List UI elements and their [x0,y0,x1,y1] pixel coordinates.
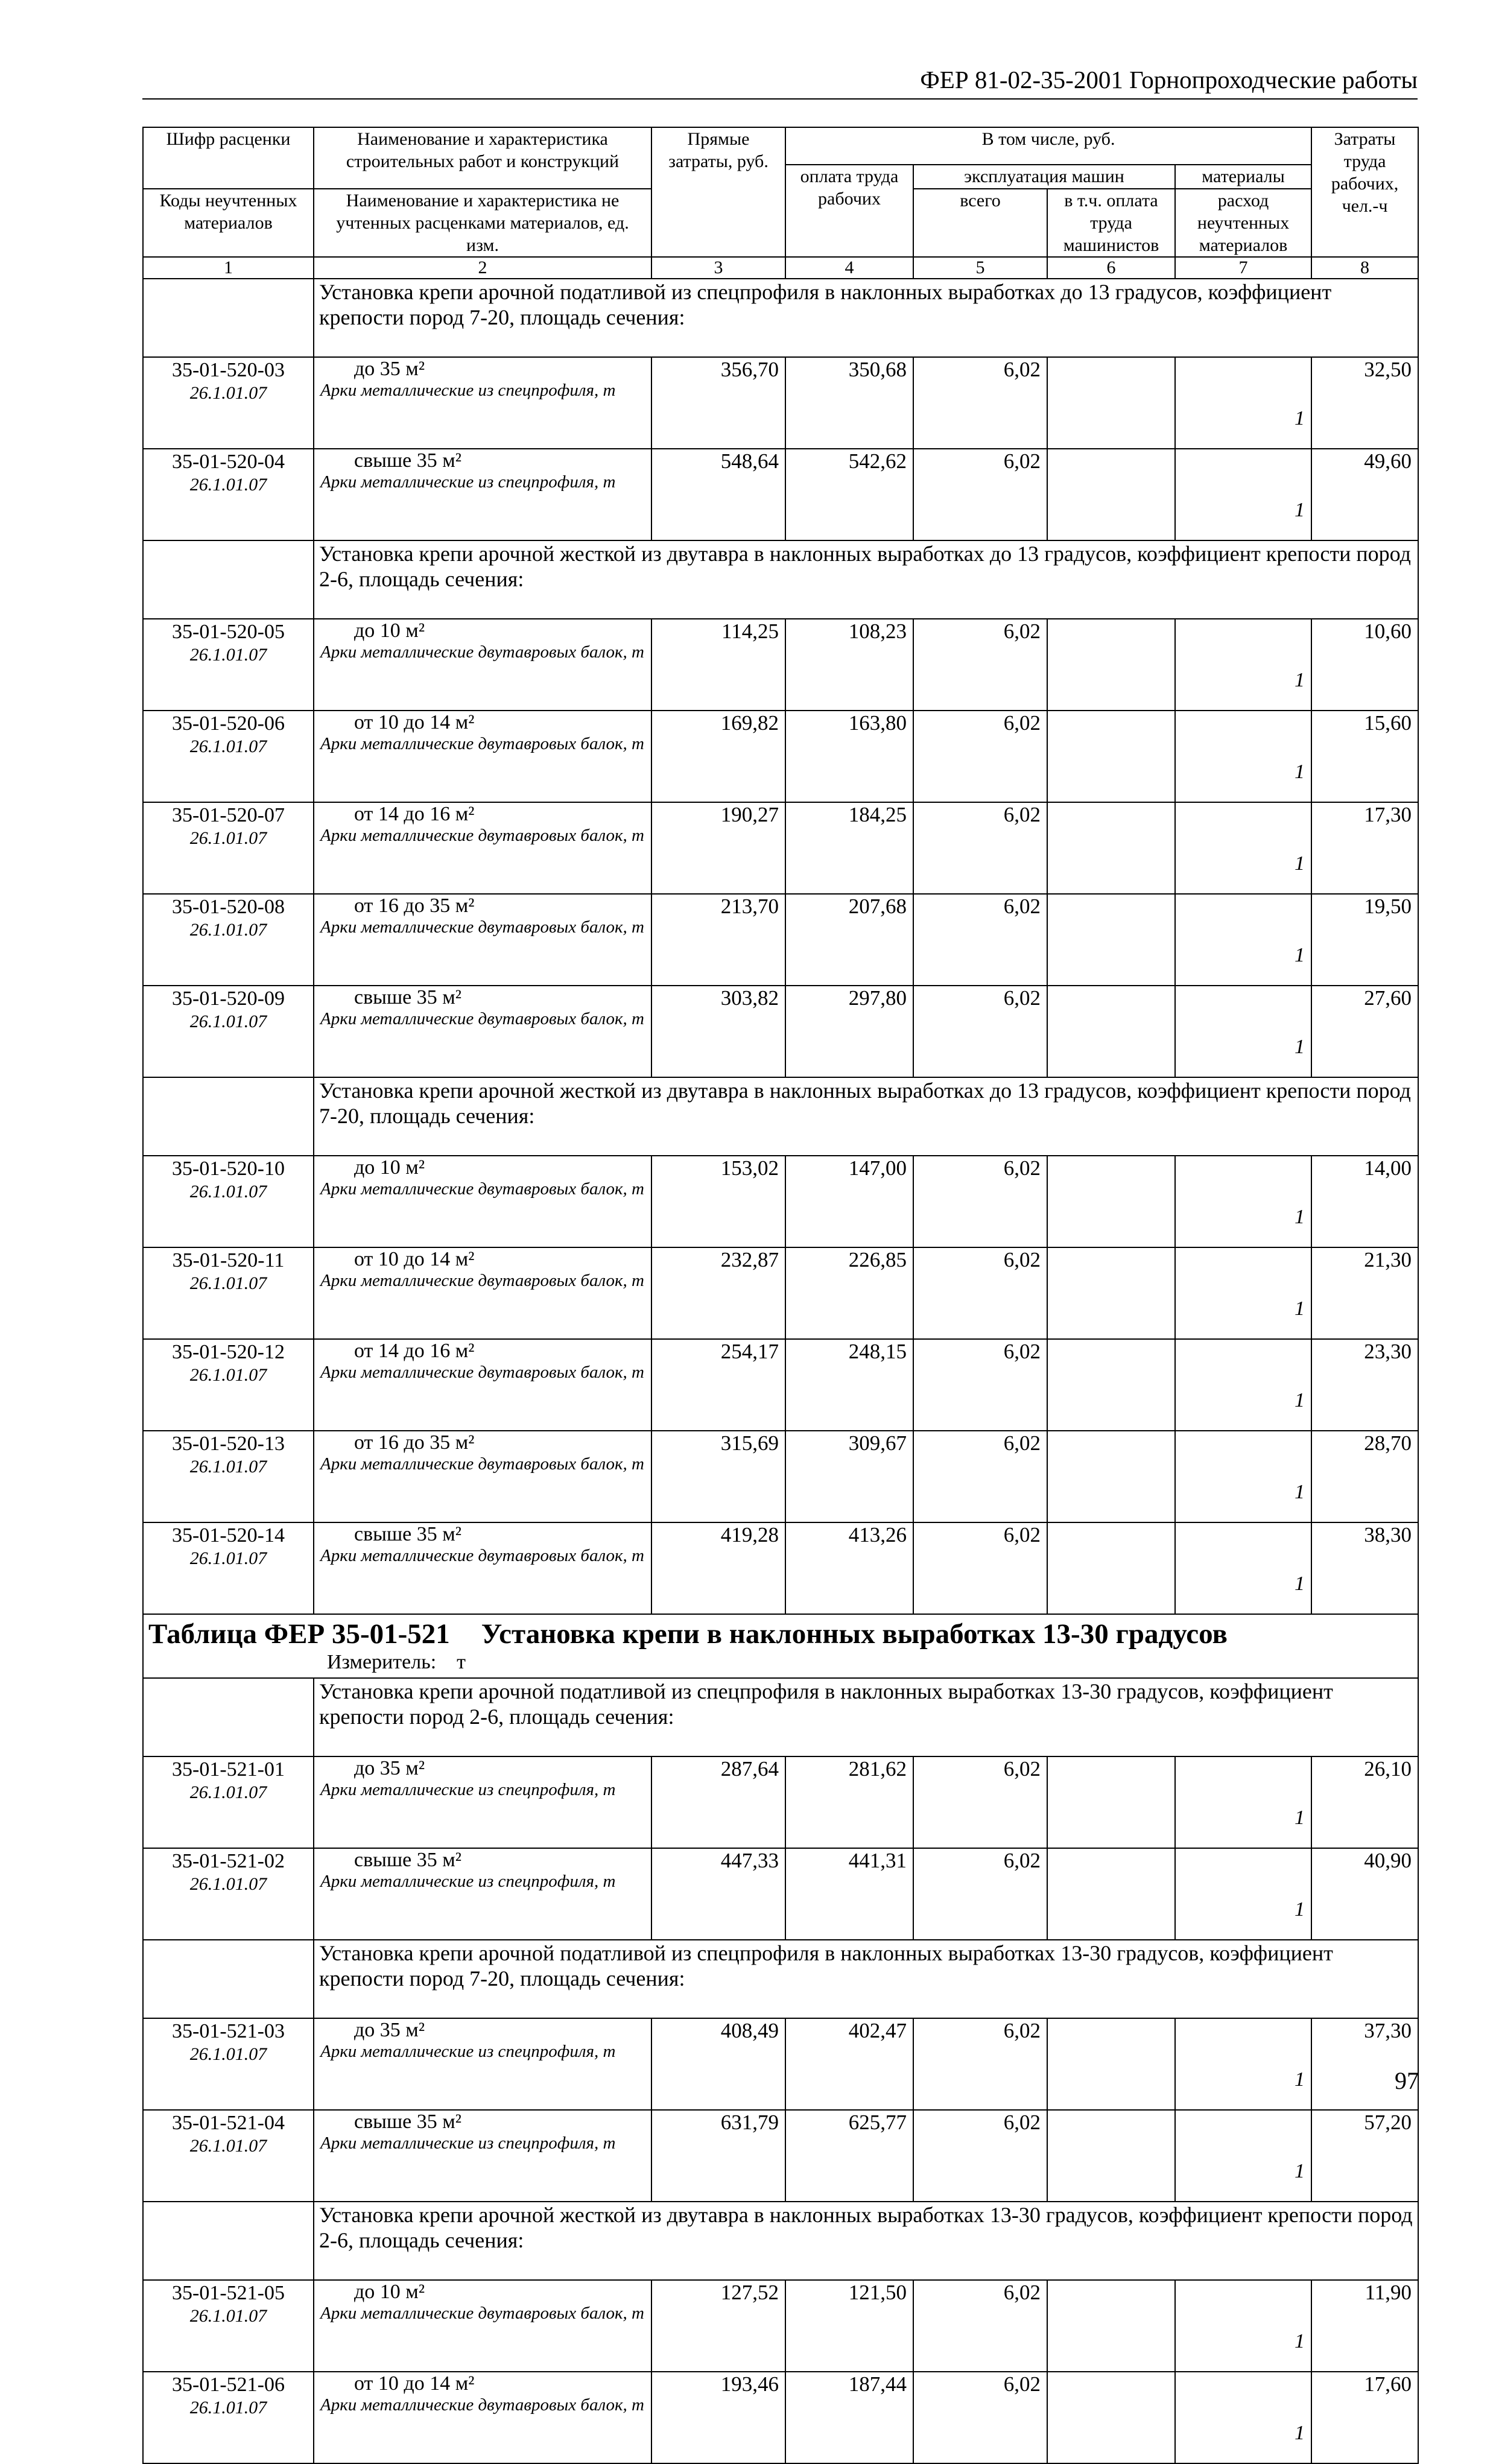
rate-name: от 14 до 16 м² [354,1340,475,1362]
material-name: Арки металлические двутавровых балок, т [320,1009,644,1028]
page-number: 97 [1395,2067,1419,2094]
direct-cost: 419,28 [651,1522,785,1614]
rate-name-cell [314,894,651,986]
machines-cost: 6,02 [913,2372,1047,2463]
rate-name: до 10 м² [354,2281,425,2303]
rate-name: до 35 м² [354,358,425,380]
material-name: Арки металлические двутавровых балок, т [320,826,644,845]
rate-code-cell [143,802,314,894]
rate-row [143,449,1418,540]
labor-pay: 163,80 [785,711,913,802]
rate-row [143,711,1418,802]
col-including-header: В том числе, руб. [785,127,1311,165]
rate-name-cell [314,1156,651,1247]
group-title: Установка крепи арочной податливой из спецпрофиля в наклонных выработках 13-30 градусов, коэффициент крепости пород 2-6, площадь сечения: [314,1678,1418,1756]
col-materials-consumption-header: расход неучтенных материалов [1175,189,1311,257]
rate-row [143,1156,1418,1247]
rate-name-cell [314,2110,651,2202]
direct-cost: 127,52 [651,2280,785,2372]
direct-cost: 303,82 [651,986,785,1077]
material-consumption: 1 [1175,802,1311,894]
labor-pay: 625,77 [785,2110,913,2202]
rate-row [143,2110,1418,2202]
material-consumption: 1 [1175,894,1311,986]
direct-cost: 232,87 [651,1247,785,1339]
material-code: 26.1.01.07 [189,2136,267,2156]
material-code: 26.1.01.07 [189,920,267,940]
rate-name-cell [314,449,651,540]
rate-name: свыше 35 м² [354,1849,461,1871]
column-number: 3 [651,257,785,279]
material-consumption: 1 [1175,2018,1311,2110]
column-number: 5 [913,257,1047,279]
labor-pay: 542,62 [785,449,913,540]
material-consumption: 1 [1175,1156,1311,1247]
labor-hours: 23,30 [1311,1339,1418,1431]
material-name: Арки металлические двутавровых балок, т [320,1179,644,1199]
rate-name: до 35 м² [354,1757,425,1779]
col-code-header: Шифр расценки [143,127,314,189]
rate-name-cell [314,1431,651,1522]
material-code: 26.1.01.07 [189,2306,267,2326]
direct-cost: 169,82 [651,711,785,802]
column-number: 2 [314,257,651,279]
rate-name-cell [314,619,651,711]
rate-code-cell [143,2110,314,2202]
group-code-cell [143,1077,314,1156]
machines-cost: 6,02 [913,1156,1047,1247]
rates-table [142,127,1419,2464]
material-consumption: 1 [1175,2372,1311,2463]
material-code: 26.1.01.07 [189,736,267,756]
machines-cost: 6,02 [913,2018,1047,2110]
group-title: Установка крепи арочной жесткой из двутавра в наклонных выработках до 13 градусов, коэффициент крепости пород 2-6, площадь сечения: [314,540,1418,619]
col-labor-hours-header: Затраты труда рабочих, чел.-ч [1311,127,1418,257]
machinists-pay [1047,2110,1175,2202]
material-code: 26.1.01.07 [189,645,267,665]
labor-pay: 402,47 [785,2018,913,2110]
rate-row [143,2280,1418,2372]
rate-row [143,802,1418,894]
group-row [143,1077,1418,1156]
labor-pay: 297,80 [785,986,913,1077]
material-name: Арки металлические двутавровых балок, т [320,2304,644,2323]
rate-code: 35-01-521-03 [172,2020,285,2042]
labor-hours: 57,20 [1311,2110,1418,2202]
labor-pay: 207,68 [785,894,913,986]
rate-code-cell [143,986,314,1077]
column-number: 8 [1311,257,1418,279]
labor-hours: 27,60 [1311,986,1418,1077]
material-consumption: 1 [1175,1339,1311,1431]
labor-pay: 187,44 [785,2372,913,2463]
rate-code: 35-01-521-06 [172,2374,285,2396]
material-consumption: 1 [1175,986,1311,1077]
col-machines-total-header: всего [913,189,1047,257]
rate-code: 35-01-520-09 [172,987,285,1010]
material-consumption: 1 [1175,1848,1311,1940]
labor-pay: 413,26 [785,1522,913,1614]
material-code: 26.1.01.07 [189,475,267,495]
machines-cost: 6,02 [913,2110,1047,2202]
material-code: 26.1.01.07 [189,1874,267,1894]
rate-code-cell [143,619,314,711]
labor-hours: 38,30 [1311,1522,1418,1614]
machinists-pay [1047,802,1175,894]
machinists-pay [1047,2018,1175,2110]
rate-code: 35-01-520-03 [172,359,285,381]
material-code: 26.1.01.07 [189,1273,267,1293]
group-code-cell [143,1940,314,2018]
machinists-pay [1047,894,1175,986]
material-code: 26.1.01.07 [189,2398,267,2418]
col-machines-header: эксплуатация машин [913,165,1175,189]
material-code: 26.1.01.07 [189,1365,267,1385]
machines-cost: 6,02 [913,986,1047,1077]
direct-cost: 408,49 [651,2018,785,2110]
column-numbers-row [143,257,1418,279]
col-direct-header: Прямые затраты, руб. [651,127,785,257]
rate-code-cell [143,894,314,986]
material-name: Арки металлические двутавровых балок, т [320,2395,644,2415]
rate-code: 35-01-520-07 [172,804,285,826]
rate-name-cell [314,802,651,894]
rate-code-cell [143,1247,314,1339]
rate-name: от 16 до 35 м² [354,895,475,917]
rate-code-cell [143,1756,314,1848]
machines-cost: 6,02 [913,1756,1047,1848]
material-code: 26.1.01.07 [189,1782,267,1802]
rate-code-cell [143,2280,314,2372]
machinists-pay [1047,1431,1175,1522]
group-row [143,1940,1418,2018]
labor-hours: 17,30 [1311,802,1418,894]
material-name: Арки металлические двутавровых балок, т [320,734,644,753]
rate-row [143,1339,1418,1431]
table-title-cell [143,1614,1418,1678]
group-row [143,279,1418,357]
rate-name-cell [314,2372,651,2463]
direct-cost: 190,27 [651,802,785,894]
rate-code: 35-01-521-04 [172,2112,285,2134]
labor-hours: 26,10 [1311,1756,1418,1848]
rate-code-cell [143,1339,314,1431]
labor-pay: 281,62 [785,1756,913,1848]
machines-cost: 6,02 [913,1431,1047,1522]
direct-cost: 153,02 [651,1156,785,1247]
rate-name: от 10 до 14 м² [354,2372,475,2395]
labor-hours: 19,50 [1311,894,1418,986]
labor-hours: 28,70 [1311,1431,1418,1522]
rate-code: 35-01-520-05 [172,621,285,643]
rate-row [143,2018,1418,2110]
direct-cost: 254,17 [651,1339,785,1431]
rate-name: от 10 до 14 м² [354,711,475,733]
rate-name: от 16 до 35 м² [354,1431,475,1454]
material-code: 26.1.01.07 [189,383,267,403]
direct-cost: 631,79 [651,2110,785,2202]
rate-name-cell [314,1756,651,1848]
rate-code: 35-01-520-06 [172,712,285,735]
group-title: Установка крепи арочной податливой из спецпрофиля в наклонных выработках 13-30 градусов, коэффициент крепости пород 7-20, площадь сечения: [314,1940,1418,2018]
rate-code: 35-01-520-13 [172,1433,285,1455]
table-number: Таблица ФЕР 35-01-521 [148,1618,450,1650]
rates-body [143,257,1418,2463]
material-consumption: 1 [1175,1431,1311,1522]
rate-name: от 14 до 16 м² [354,803,475,825]
rate-code-cell [143,1431,314,1522]
labor-pay: 350,68 [785,357,913,449]
column-number: 6 [1047,257,1175,279]
machines-cost: 6,02 [913,2280,1047,2372]
material-consumption: 1 [1175,619,1311,711]
machines-cost: 6,02 [913,1522,1047,1614]
labor-hours: 15,60 [1311,711,1418,802]
material-name: Арки металлические двутавровых балок, т [320,1454,644,1474]
machinists-pay [1047,1522,1175,1614]
rate-code-cell [143,2018,314,2110]
material-consumption: 1 [1175,2280,1311,2372]
machinists-pay [1047,357,1175,449]
direct-cost: 315,69 [651,1431,785,1522]
rate-code-cell [143,449,314,540]
rate-code-cell [143,711,314,802]
material-consumption: 1 [1175,2110,1311,2202]
labor-hours: 37,30 [1311,2018,1418,2110]
material-code: 26.1.01.07 [189,2044,267,2064]
rate-name-cell [314,711,651,802]
rate-row [143,986,1418,1077]
direct-cost: 287,64 [651,1756,785,1848]
machines-cost: 6,02 [913,711,1047,802]
rate-name: свыше 35 м² [354,449,461,472]
material-consumption: 1 [1175,1247,1311,1339]
rate-name: до 10 м² [354,1156,425,1179]
material-name: Арки металлические из спецпрофиля, т [320,2042,616,2061]
labor-pay: 226,85 [785,1247,913,1339]
direct-cost: 114,25 [651,619,785,711]
machinists-pay [1047,1156,1175,1247]
machinists-pay [1047,711,1175,802]
machines-cost: 6,02 [913,449,1047,540]
machines-cost: 6,02 [913,894,1047,986]
rate-name: до 35 м² [354,2019,425,2041]
rate-name-cell [314,1339,651,1431]
rate-row [143,1247,1418,1339]
rate-code-cell [143,357,314,449]
machines-cost: 6,02 [913,1247,1047,1339]
material-name: Арки металлические двутавровых балок, т [320,1546,644,1565]
material-consumption: 1 [1175,449,1311,540]
labor-hours: 40,90 [1311,1848,1418,1940]
labor-pay: 441,31 [785,1848,913,1940]
labor-pay: 108,23 [785,619,913,711]
col-machinists-pay-header: в т.ч. оплата труда машинистов [1047,189,1175,257]
rate-code: 35-01-520-04 [172,451,285,473]
material-name: Арки металлические двутавровых балок, т [320,917,644,937]
rate-name: свыше 35 м² [354,986,461,1009]
col-unaccounted-name-header: Наименование и характеристика не учтенных расценками материалов, ед. изм. [314,189,651,257]
material-consumption: 1 [1175,1756,1311,1848]
rate-row [143,1522,1418,1614]
material-consumption: 1 [1175,711,1311,802]
group-title: Установка крепи арочной жесткой из двутавра в наклонных выработках до 13 градусов, коэффициент крепости пород 7-20, площадь сечения: [314,1077,1418,1156]
rate-name-cell [314,986,651,1077]
machinists-pay [1047,1247,1175,1339]
col-labor-pay-header: оплата труда рабочих [785,165,913,257]
material-consumption: 1 [1175,357,1311,449]
rate-row [143,357,1418,449]
material-code: 26.1.01.07 [189,1548,267,1568]
rate-row [143,894,1418,986]
rate-row [143,1756,1418,1848]
machines-cost: 6,02 [913,619,1047,711]
rate-name-cell [314,1848,651,1940]
rate-name-cell [314,1247,651,1339]
rate-name: от 10 до 14 м² [354,1248,475,1270]
machines-cost: 6,02 [913,1848,1047,1940]
rate-name-cell [314,1522,651,1614]
labor-pay: 147,00 [785,1156,913,1247]
group-code-cell [143,1678,314,1756]
material-code: 26.1.01.07 [189,1012,267,1031]
rate-name: свыше 35 м² [354,1523,461,1545]
material-code: 26.1.01.07 [189,1182,267,1202]
labor-hours: 21,30 [1311,1247,1418,1339]
labor-hours: 10,60 [1311,619,1418,711]
group-code-cell [143,540,314,619]
labor-hours: 14,00 [1311,1156,1418,1247]
rate-code: 35-01-520-12 [172,1341,285,1363]
column-number: 4 [785,257,913,279]
rate-code-cell [143,1156,314,1247]
group-row [143,2202,1418,2280]
material-name: Арки металлические из спецпрофиля, т [320,1780,616,1799]
rate-code: 35-01-520-10 [172,1158,285,1180]
rate-code: 35-01-521-05 [172,2282,285,2304]
labor-hours: 17,60 [1311,2372,1418,2463]
material-name: Арки металлические из спецпрофиля, т [320,381,616,400]
material-name: Арки металлические из спецпрофиля, т [320,472,616,492]
rate-row [143,1848,1418,1940]
material-name: Арки металлические двутавровых балок, т [320,1363,644,1382]
header-rule [142,98,1418,100]
machinists-pay [1047,1339,1175,1431]
rate-name-cell [314,2280,651,2372]
table-unit: Измеритель: т [327,1651,466,1673]
machinists-pay [1047,2280,1175,2372]
group-code-cell [143,2202,314,2280]
labor-pay: 248,15 [785,1339,913,1431]
group-code-cell [143,279,314,357]
machinists-pay [1047,619,1175,711]
machines-cost: 6,02 [913,357,1047,449]
direct-cost: 193,46 [651,2372,785,2463]
rate-code: 35-01-520-08 [172,896,285,918]
group-row [143,540,1418,619]
machinists-pay [1047,2372,1175,2463]
machinists-pay [1047,449,1175,540]
table-title-row [143,1614,1418,1678]
rate-code: 35-01-521-01 [172,1758,285,1781]
machinists-pay [1047,986,1175,1077]
rate-code: 35-01-520-11 [172,1249,285,1272]
rate-row [143,619,1418,711]
rate-name: свыше 35 м² [354,2111,461,2133]
material-code: 26.1.01.07 [189,1457,267,1477]
rate-code-cell [143,2372,314,2463]
labor-pay: 121,50 [785,2280,913,2372]
group-title: Установка крепи арочной жесткой из двутавра в наклонных выработках 13-30 градусов, коэффициент крепости пород 2-6, площадь сечения: [314,2202,1418,2280]
material-name: Арки металлические двутавровых балок, т [320,1271,644,1290]
group-row [143,1678,1418,1756]
column-number: 7 [1175,257,1311,279]
column-number: 1 [143,257,314,279]
rate-name: до 10 м² [354,619,425,642]
group-title: Установка крепи арочной податливой из спецпрофиля в наклонных выработках до 13 градусов, коэффициент крепости пород 7-20, площадь сечения: [314,279,1418,357]
direct-cost: 548,64 [651,449,785,540]
col-materials-header: материалы [1175,165,1311,189]
table-title: Установка крепи в наклонных выработках 13-30 градусов [481,1618,1228,1650]
col-name-header: Наименование и характеристика строительных работ и конструкций [314,127,651,189]
machinists-pay [1047,1848,1175,1940]
material-code: 26.1.01.07 [189,828,267,848]
rate-row [143,1431,1418,1522]
rate-code-cell [143,1848,314,1940]
rate-name-cell [314,2018,651,2110]
material-name: Арки металлические из спецпрофиля, т [320,2133,616,2153]
rate-code: 35-01-521-02 [172,1850,285,1872]
running-header: ФЕР 81-02-35-2001 Горнопроходческие работы [920,66,1418,93]
rate-code-cell [143,1522,314,1614]
machines-cost: 6,02 [913,1339,1047,1431]
rate-code: 35-01-520-14 [172,1524,285,1547]
rate-row [143,2372,1418,2463]
labor-hours: 32,50 [1311,357,1418,449]
direct-cost: 356,70 [651,357,785,449]
labor-pay: 184,25 [785,802,913,894]
labor-pay: 309,67 [785,1431,913,1522]
material-name: Арки металлические из спецпрофиля, т [320,1872,616,1891]
machinists-pay [1047,1756,1175,1848]
rate-name-cell [314,357,651,449]
direct-cost: 213,70 [651,894,785,986]
labor-hours: 49,60 [1311,449,1418,540]
material-name: Арки металлические двутавровых балок, т [320,642,644,662]
col-unaccounted-codes-header: Коды неучтенных материалов [143,189,314,257]
direct-cost: 447,33 [651,1848,785,1940]
labor-hours: 11,90 [1311,2280,1418,2372]
machines-cost: 6,02 [913,802,1047,894]
material-consumption: 1 [1175,1522,1311,1614]
